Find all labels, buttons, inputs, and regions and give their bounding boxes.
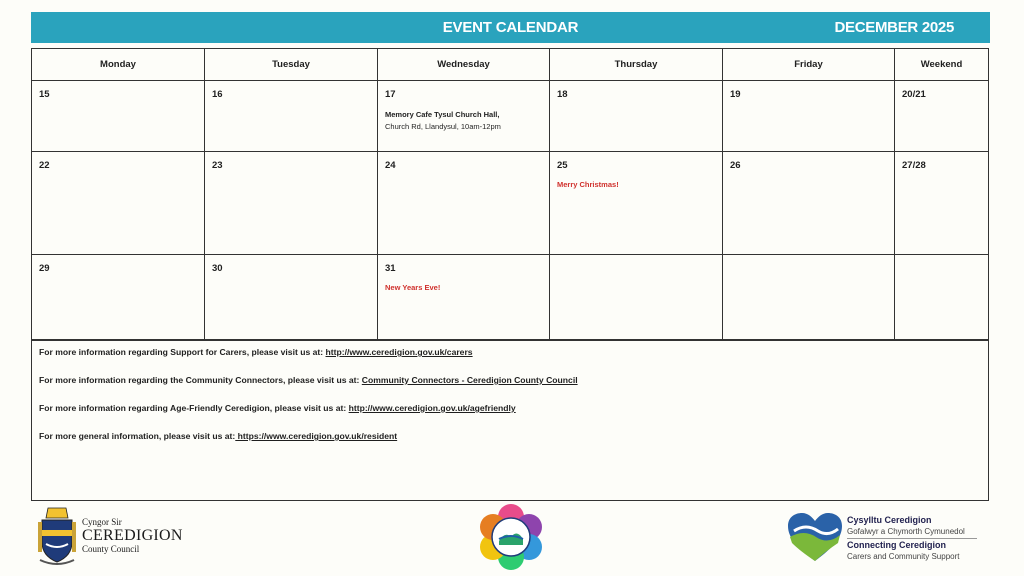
flower-icon (477, 503, 545, 571)
weekday-thursday: Thursday (550, 49, 723, 80)
weekday-tuesday: Tuesday (205, 49, 378, 80)
week-row (32, 255, 988, 341)
community-connectors-link[interactable]: Community Connectors - Ceredigion County Council (361, 375, 578, 385)
info-general (39, 430, 981, 443)
connecting-line1: Cysylltu Ceredigion (847, 515, 932, 525)
ceredigion-council-logo (36, 506, 186, 566)
day-number: 15 (39, 89, 50, 100)
day-number: 31 (385, 263, 396, 274)
day-number: 19 (730, 89, 741, 100)
day-number: 16 (212, 89, 223, 100)
day-number: 18 (557, 89, 568, 100)
day-cell (550, 81, 723, 151)
day-cell (205, 255, 378, 340)
info-age-friendly (39, 402, 981, 415)
day-cell (32, 81, 205, 151)
info-text: For more general information, please visit us at: (39, 431, 236, 441)
council-line1: Cyngor Sir (82, 517, 122, 527)
weekday-header-row (32, 49, 988, 81)
day-cell (723, 81, 895, 151)
day-number: 22 (39, 160, 50, 171)
day-cell (378, 255, 550, 340)
day-cell (550, 152, 723, 254)
council-name (82, 517, 183, 554)
day-number: 30 (212, 263, 223, 274)
event-detail: Church Rd, Llandysul, 10am-12pm (385, 122, 501, 131)
calendar-title: EVENT CALENDAR (442, 19, 579, 36)
info-carers (39, 346, 981, 359)
connecting-text (847, 515, 977, 562)
day-cell (378, 81, 550, 151)
week-row (32, 81, 988, 152)
calendar-grid (31, 48, 989, 341)
age-friendly-logo (477, 503, 545, 571)
event-title: Memory Cafe Tysul Church Hall, (385, 110, 500, 119)
agefriendly-link[interactable]: http://www.ceredigion.gov.uk/agefriendly (348, 403, 516, 413)
council-line3: County Council (82, 544, 140, 554)
day-number: 24 (385, 160, 396, 171)
connecting-line2: Gofalwyr a Chymorth Cymunedol (847, 527, 965, 536)
info-panel (31, 339, 989, 501)
day-cell (895, 81, 988, 151)
carers-link[interactable]: http://www.ceredigion.gov.uk/carers (325, 347, 473, 357)
info-text: For more information regarding Support for Carers, please visit us at: (39, 347, 326, 357)
day-cell (205, 81, 378, 151)
council-line2: CEREDIGION (82, 527, 183, 544)
day-cell (205, 152, 378, 254)
crest-icon (36, 506, 78, 566)
day-number: 17 (385, 89, 396, 100)
connecting-line3: Connecting Ceredigion (847, 538, 977, 551)
weekday-monday: Monday (32, 49, 205, 80)
heart-icon (786, 511, 844, 563)
day-cell (32, 255, 205, 340)
week-row (32, 152, 988, 255)
weekday-friday: Friday (723, 49, 895, 80)
day-cell (723, 255, 895, 340)
calendar-month: DECEMBER 2025 (834, 19, 954, 36)
weekday-wednesday: Wednesday (378, 49, 550, 80)
weekday-weekend: Weekend (920, 59, 963, 70)
event-new-years-eve: New Years Eve! (385, 283, 441, 292)
connecting-line4: Carers and Community Support (847, 552, 960, 561)
info-text: For more information regarding the Community Connectors, please visit us at: (39, 375, 362, 385)
info-community-connectors (39, 374, 981, 387)
day-number: 23 (212, 160, 223, 171)
info-text: For more information regarding Age-Friendly Ceredigion, please visit us at: (39, 403, 349, 413)
day-number: 27/28 (902, 160, 926, 171)
resident-link[interactable]: https://www.ceredigion.gov.uk/resident (235, 431, 398, 441)
day-number: 20/21 (902, 89, 926, 100)
day-number: 25 (557, 160, 568, 171)
day-number: 29 (39, 263, 50, 274)
day-cell (895, 152, 988, 254)
day-cell (378, 152, 550, 254)
day-cell (32, 152, 205, 254)
event-memory-cafe (385, 109, 542, 133)
day-cell (895, 255, 988, 340)
calendar-header (31, 12, 990, 43)
day-number: 26 (730, 160, 741, 171)
connecting-ceredigion-logo (786, 511, 986, 567)
event-merry-christmas: Merry Christmas! (557, 180, 619, 189)
day-cell (550, 255, 723, 340)
day-cell (723, 152, 895, 254)
